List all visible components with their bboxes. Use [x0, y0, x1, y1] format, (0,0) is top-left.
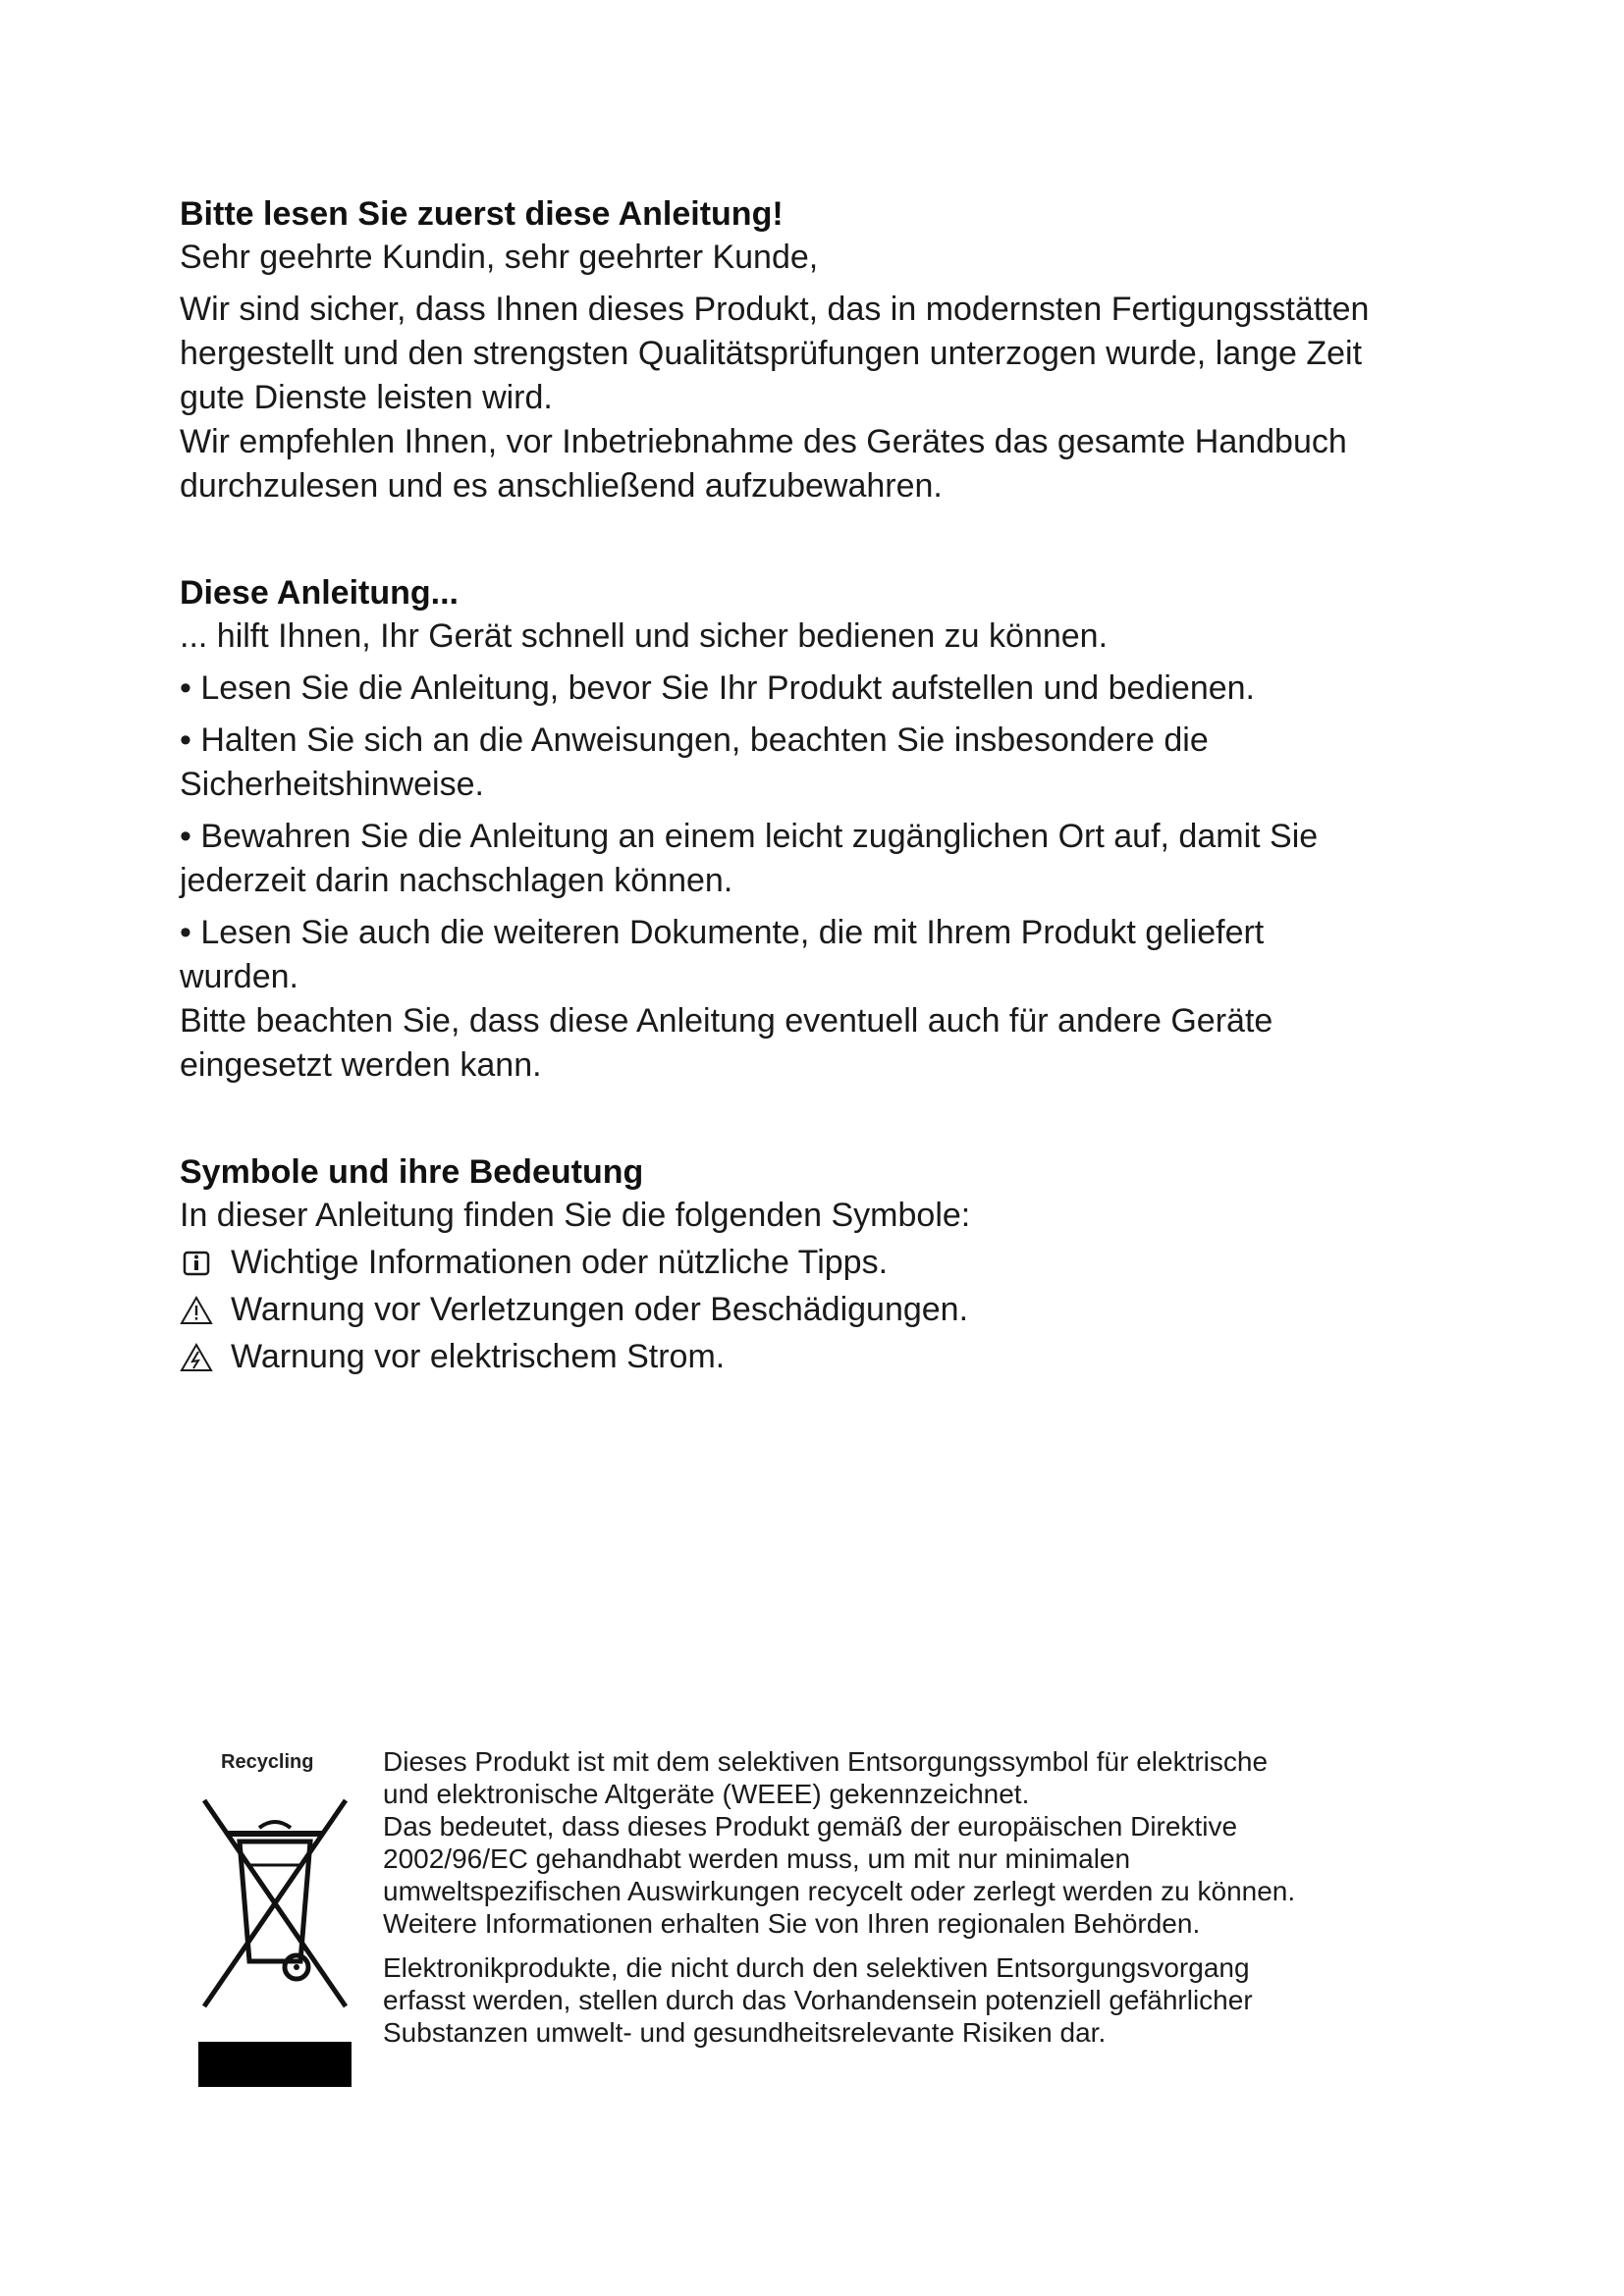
intro-paragraph-line: Wir sind sicher, dass Ihnen dieses Produkt, das in modernsten Fertigungsstätten — [180, 291, 1370, 328]
warning-triangle-icon — [180, 1294, 213, 1327]
recycling-line: umweltspezifischen Auswirkungen recycelt oder zerlegt werden zu können. — [383, 1876, 1296, 1906]
main-content — [180, 192, 1456, 1382]
recycling-line: 2002/96/EC gehandhabt werden muss, um mit nur minimalen — [383, 1843, 1131, 1874]
symbol-row-warning — [180, 1288, 1456, 1332]
bullet-item-continuation: jederzeit darin nachschlagen können. — [180, 862, 733, 899]
manual-lead: ... hilft Ihnen, Ihr Gerät schnell und sicher bedienen zu können. — [180, 617, 1109, 655]
symbol-text: Warnung vor elektrischem Strom. — [231, 1338, 726, 1375]
symbol-text: Warnung vor Verletzungen oder Beschädigungen. — [231, 1291, 969, 1328]
symbol-text: Wichtige Informationen oder nützliche Tipps. — [231, 1244, 889, 1281]
black-bar — [198, 2042, 352, 2087]
symbols-title: Symbole und ihre Bedeutung — [180, 1153, 644, 1191]
recycling-line: Dieses Produkt ist mit dem selektiven Entsorgungssymbol für elektrische — [383, 1746, 1269, 1777]
symbol-row-electric — [180, 1335, 1456, 1379]
recycling-line: Weitere Informationen erhalten Sie von Ihren regionalen Behörden. — [383, 1908, 1201, 1939]
intro-title: Bitte lesen Sie zuerst diese Anleitung! — [180, 195, 784, 233]
bullet-item: • Halten Sie sich an die Anweisungen, beachten Sie insbesondere die — [180, 721, 1209, 759]
bullet-item: • Bewahren Sie die Anleitung an einem leicht zugänglichen Ort auf, damit Sie — [180, 818, 1319, 855]
bullet-item-continuation: Sicherheitshinweise. — [180, 766, 484, 803]
intro-paragraph-line: hergestellt und den strengsten Qualitätsprüfungen unterzogen wurde, lange Zeit — [180, 335, 1363, 372]
recycling-line: Elektronikprodukte, die nicht durch den selektiven Entsorgungsvorgang — [383, 1952, 1250, 1983]
manual-note: eingesetzt werden kann. — [180, 1046, 542, 1084]
bullet-item-continuation: wurden. — [180, 958, 298, 995]
manual-note: Bitte beachten Sie, dass diese Anleitung eventuell auch für andere Geräte — [180, 1002, 1273, 1040]
bullet-item: • Lesen Sie die Anleitung, bevor Sie Ihr Produkt aufstellen und bedienen. — [180, 669, 1255, 707]
bullet-item: • Lesen Sie auch die weiteren Dokumente, die mit Ihrem Produkt geliefert — [180, 914, 1265, 951]
manual-title: Diese Anleitung... — [180, 574, 460, 612]
info-icon — [180, 1247, 213, 1280]
recycling-line: Substanzen umwelt- und gesundheitsrelevante Risiken dar. — [383, 2017, 1107, 2048]
intro-paragraph-line: gute Dienste leisten wird. — [180, 379, 553, 416]
intro-paragraph-line: Wir empfehlen Ihnen, vor Inbetriebnahme des Gerätes das gesamte Handbuch — [180, 423, 1347, 460]
crossed-out-wheelie-bin-icon — [198, 1794, 352, 2020]
intro-paragraph-line: durchzulesen und es anschließend aufzubewahren. — [180, 467, 943, 505]
electric-warning-icon — [180, 1341, 213, 1374]
recycling-block — [196, 1745, 1434, 2099]
recycling-text — [383, 1745, 1424, 2049]
recycling-line: erfasst werden, stellen durch das Vorhandensein potenziell gefährlicher — [383, 1985, 1253, 2015]
recycling-label: Recycling — [221, 1751, 314, 1773]
symbols-lead: In dieser Anleitung finden Sie die folgenden Symbole: — [180, 1197, 971, 1234]
recycling-line: Das bedeutet, dass dieses Produkt gemäß der europäischen Direktive — [383, 1811, 1238, 1842]
symbol-row-info — [180, 1241, 1456, 1285]
recycling-line: und elektronische Altgeräte (WEEE) gekennzeichnet. — [383, 1779, 1030, 1809]
salutation: Sehr geehrte Kundin, sehr geehrter Kunde, — [180, 239, 819, 276]
